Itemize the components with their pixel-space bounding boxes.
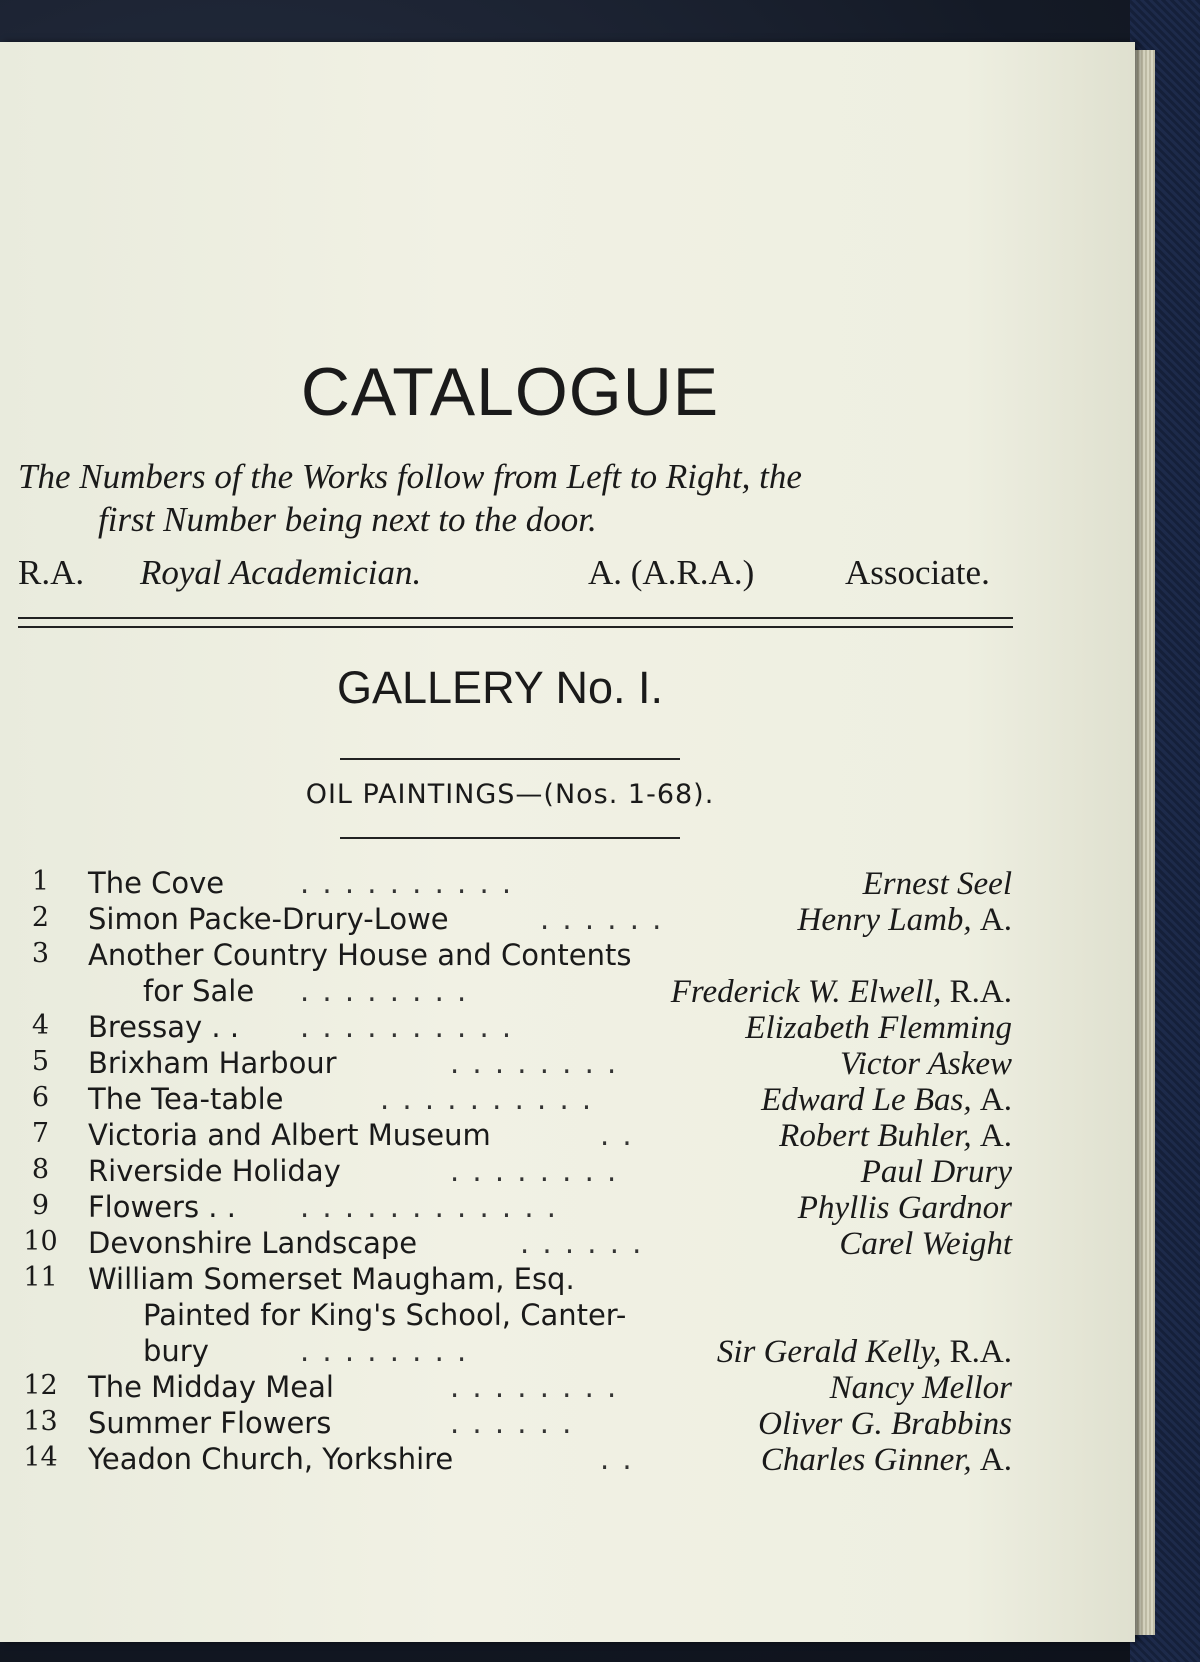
entry-artist bbox=[830, 1370, 1012, 1407]
entry-number: 6 bbox=[31, 1082, 50, 1113]
entry-title: Flowers . . bbox=[88, 1190, 236, 1224]
leader-dots: . . . . . . bbox=[520, 1226, 644, 1260]
artist-status: R.A. bbox=[949, 1334, 1012, 1370]
entry-title: Painted for King's School, Canter- bbox=[143, 1298, 627, 1332]
entry-artist bbox=[861, 1154, 1012, 1191]
artist-status: A. bbox=[979, 1082, 1012, 1118]
catalogue-entry bbox=[0, 1334, 1020, 1370]
entry-artist bbox=[798, 1190, 1012, 1227]
entry-title: The Midday Meal bbox=[88, 1370, 334, 1404]
ara-meaning: Associate. bbox=[845, 553, 990, 592]
leader-dots: . . . . . . bbox=[450, 1406, 574, 1440]
catalogue-entry bbox=[0, 1298, 1020, 1334]
catalogue-entry bbox=[0, 1262, 1020, 1298]
artist-name: Henry Lamb, bbox=[797, 902, 972, 938]
catalogue-entry bbox=[0, 974, 1020, 1010]
section-rule-top bbox=[340, 758, 680, 760]
artist-status: R.A. bbox=[949, 974, 1012, 1010]
catalogue-entry bbox=[0, 1190, 1020, 1226]
catalogue-entry bbox=[0, 1406, 1020, 1442]
entry-artist bbox=[863, 866, 1012, 903]
entry-artist bbox=[761, 1442, 1012, 1479]
entry-title: Bressay . . bbox=[88, 1010, 240, 1044]
leader-dots: . . . . . . . . . . bbox=[380, 1082, 594, 1116]
artist-status: A. bbox=[979, 902, 1012, 938]
entry-number: 7 bbox=[31, 1118, 50, 1149]
leader-dots: . . . . . . . . bbox=[300, 974, 469, 1008]
entry-artist bbox=[761, 1082, 1012, 1119]
entry-title: for Sale bbox=[143, 974, 255, 1008]
leader-dots: . . . . . . . . bbox=[300, 1334, 469, 1368]
entry-artist bbox=[839, 1226, 1012, 1263]
leader-dots: . . . . . . . . bbox=[450, 1046, 619, 1080]
ra-abbreviation: R.A. bbox=[18, 553, 85, 592]
artist-status: A. bbox=[979, 1118, 1012, 1154]
artist-name: Robert Buhler, bbox=[779, 1118, 972, 1154]
leader-dots: . . . . . . . . . . bbox=[300, 1010, 514, 1044]
gallery-title: GALLERY No. I. bbox=[336, 662, 663, 713]
artist-status: A. bbox=[979, 1442, 1012, 1478]
intro-line-1: The Numbers of the Works follow from Left to Right, the bbox=[18, 457, 802, 496]
ra-meaning bbox=[140, 553, 421, 593]
entry-title: Summer Flowers bbox=[88, 1406, 332, 1440]
entry-number: 2 bbox=[31, 902, 50, 933]
catalogue-entry bbox=[0, 1370, 1020, 1406]
entry-number: 4 bbox=[31, 1010, 50, 1041]
entry-number: 1 bbox=[31, 866, 50, 897]
entry-artist bbox=[717, 1334, 1012, 1371]
entry-title: William Somerset Maugham, Esq. bbox=[88, 1262, 575, 1296]
artist-name: Nancy Mellor bbox=[829, 1370, 1012, 1406]
leader-dots: . . . . . . . . bbox=[450, 1154, 619, 1188]
entry-number: 14 bbox=[23, 1442, 58, 1473]
page-title: CATALOGUE bbox=[300, 354, 720, 430]
artist-name: Charles Ginner, bbox=[760, 1442, 972, 1478]
entry-title: Brixham Harbour bbox=[88, 1046, 337, 1080]
ra-meaning-text: Royal Academician. bbox=[140, 553, 422, 592]
entry-title: Yeadon Church, Yorkshire bbox=[88, 1442, 454, 1476]
entry-artist bbox=[671, 974, 1012, 1011]
entry-title: Another Country House and Contents bbox=[88, 938, 632, 972]
entry-artist bbox=[798, 902, 1013, 939]
intro-line-2: first Number being next to the door. bbox=[98, 500, 597, 539]
section-heading: OIL PAINTINGS—(Nos. 1-68). bbox=[305, 779, 715, 810]
entry-artist bbox=[779, 1118, 1012, 1155]
leader-dots: . . . . . . . . . . bbox=[300, 866, 514, 900]
catalogue-entry bbox=[0, 866, 1020, 902]
artist-name: Elizabeth Flemming bbox=[745, 1010, 1012, 1046]
ara-abbreviation: A. (A.R.A.) bbox=[588, 553, 755, 592]
catalogue-entry bbox=[0, 1046, 1020, 1082]
artist-name: Sir Gerald Kelly, bbox=[716, 1334, 942, 1370]
entry-number: 9 bbox=[31, 1190, 50, 1221]
entry-number: 13 bbox=[23, 1406, 58, 1437]
artist-name: Frederick W. Elwell, bbox=[670, 974, 942, 1010]
catalogue-entry bbox=[0, 902, 1020, 938]
leader-dots: . . . . . . bbox=[540, 902, 664, 936]
catalogue-entry bbox=[0, 938, 1020, 974]
entry-title: Simon Packe-Drury-Lowe bbox=[88, 902, 449, 936]
double-rule-bottom bbox=[18, 626, 1013, 628]
entry-artist bbox=[758, 1406, 1012, 1443]
section-rule-bottom bbox=[340, 837, 680, 839]
catalogue-entry bbox=[0, 1442, 1020, 1478]
leader-dots: . . . . . . . . bbox=[450, 1370, 619, 1404]
entry-title: Riverside Holiday bbox=[88, 1154, 341, 1188]
catalogue-entry bbox=[0, 1082, 1020, 1118]
entry-title: The Cove bbox=[88, 866, 225, 900]
artist-name: Carel Weight bbox=[839, 1226, 1012, 1262]
artist-name: Phyllis Gardnor bbox=[797, 1190, 1012, 1226]
catalogue-entry bbox=[0, 1154, 1020, 1190]
artist-name: Ernest Seel bbox=[862, 866, 1012, 902]
entry-title: bury bbox=[143, 1334, 209, 1368]
entry-number: 8 bbox=[31, 1154, 50, 1185]
entry-title: The Tea-table bbox=[88, 1082, 284, 1116]
entry-number: 12 bbox=[23, 1370, 58, 1401]
artist-name: Oliver G. Brabbins bbox=[758, 1406, 1012, 1442]
entry-title: Victoria and Albert Museum bbox=[88, 1118, 491, 1152]
catalogue-entry bbox=[0, 1118, 1020, 1154]
entry-number: 10 bbox=[23, 1226, 58, 1257]
artist-name: Paul Drury bbox=[860, 1154, 1012, 1190]
catalogue-entry bbox=[0, 1010, 1020, 1046]
intro-text bbox=[18, 455, 1018, 541]
double-rule-top bbox=[18, 617, 1013, 619]
artist-name: Edward Le Bas, bbox=[761, 1082, 972, 1118]
artist-name: Victor Askew bbox=[840, 1046, 1012, 1082]
entry-number: 3 bbox=[31, 938, 50, 969]
entry-title: Devonshire Landscape bbox=[88, 1226, 418, 1260]
catalogue-entry bbox=[0, 1226, 1020, 1262]
leader-dots: . . bbox=[600, 1118, 634, 1152]
entry-number: 5 bbox=[31, 1046, 50, 1077]
leader-dots: . . bbox=[600, 1442, 634, 1476]
leader-dots: . . . . . . . . . . . . bbox=[300, 1190, 559, 1224]
entry-artist bbox=[840, 1046, 1012, 1083]
page-edges bbox=[1135, 50, 1155, 1635]
entry-number: 11 bbox=[23, 1262, 58, 1293]
entry-artist bbox=[745, 1010, 1012, 1047]
